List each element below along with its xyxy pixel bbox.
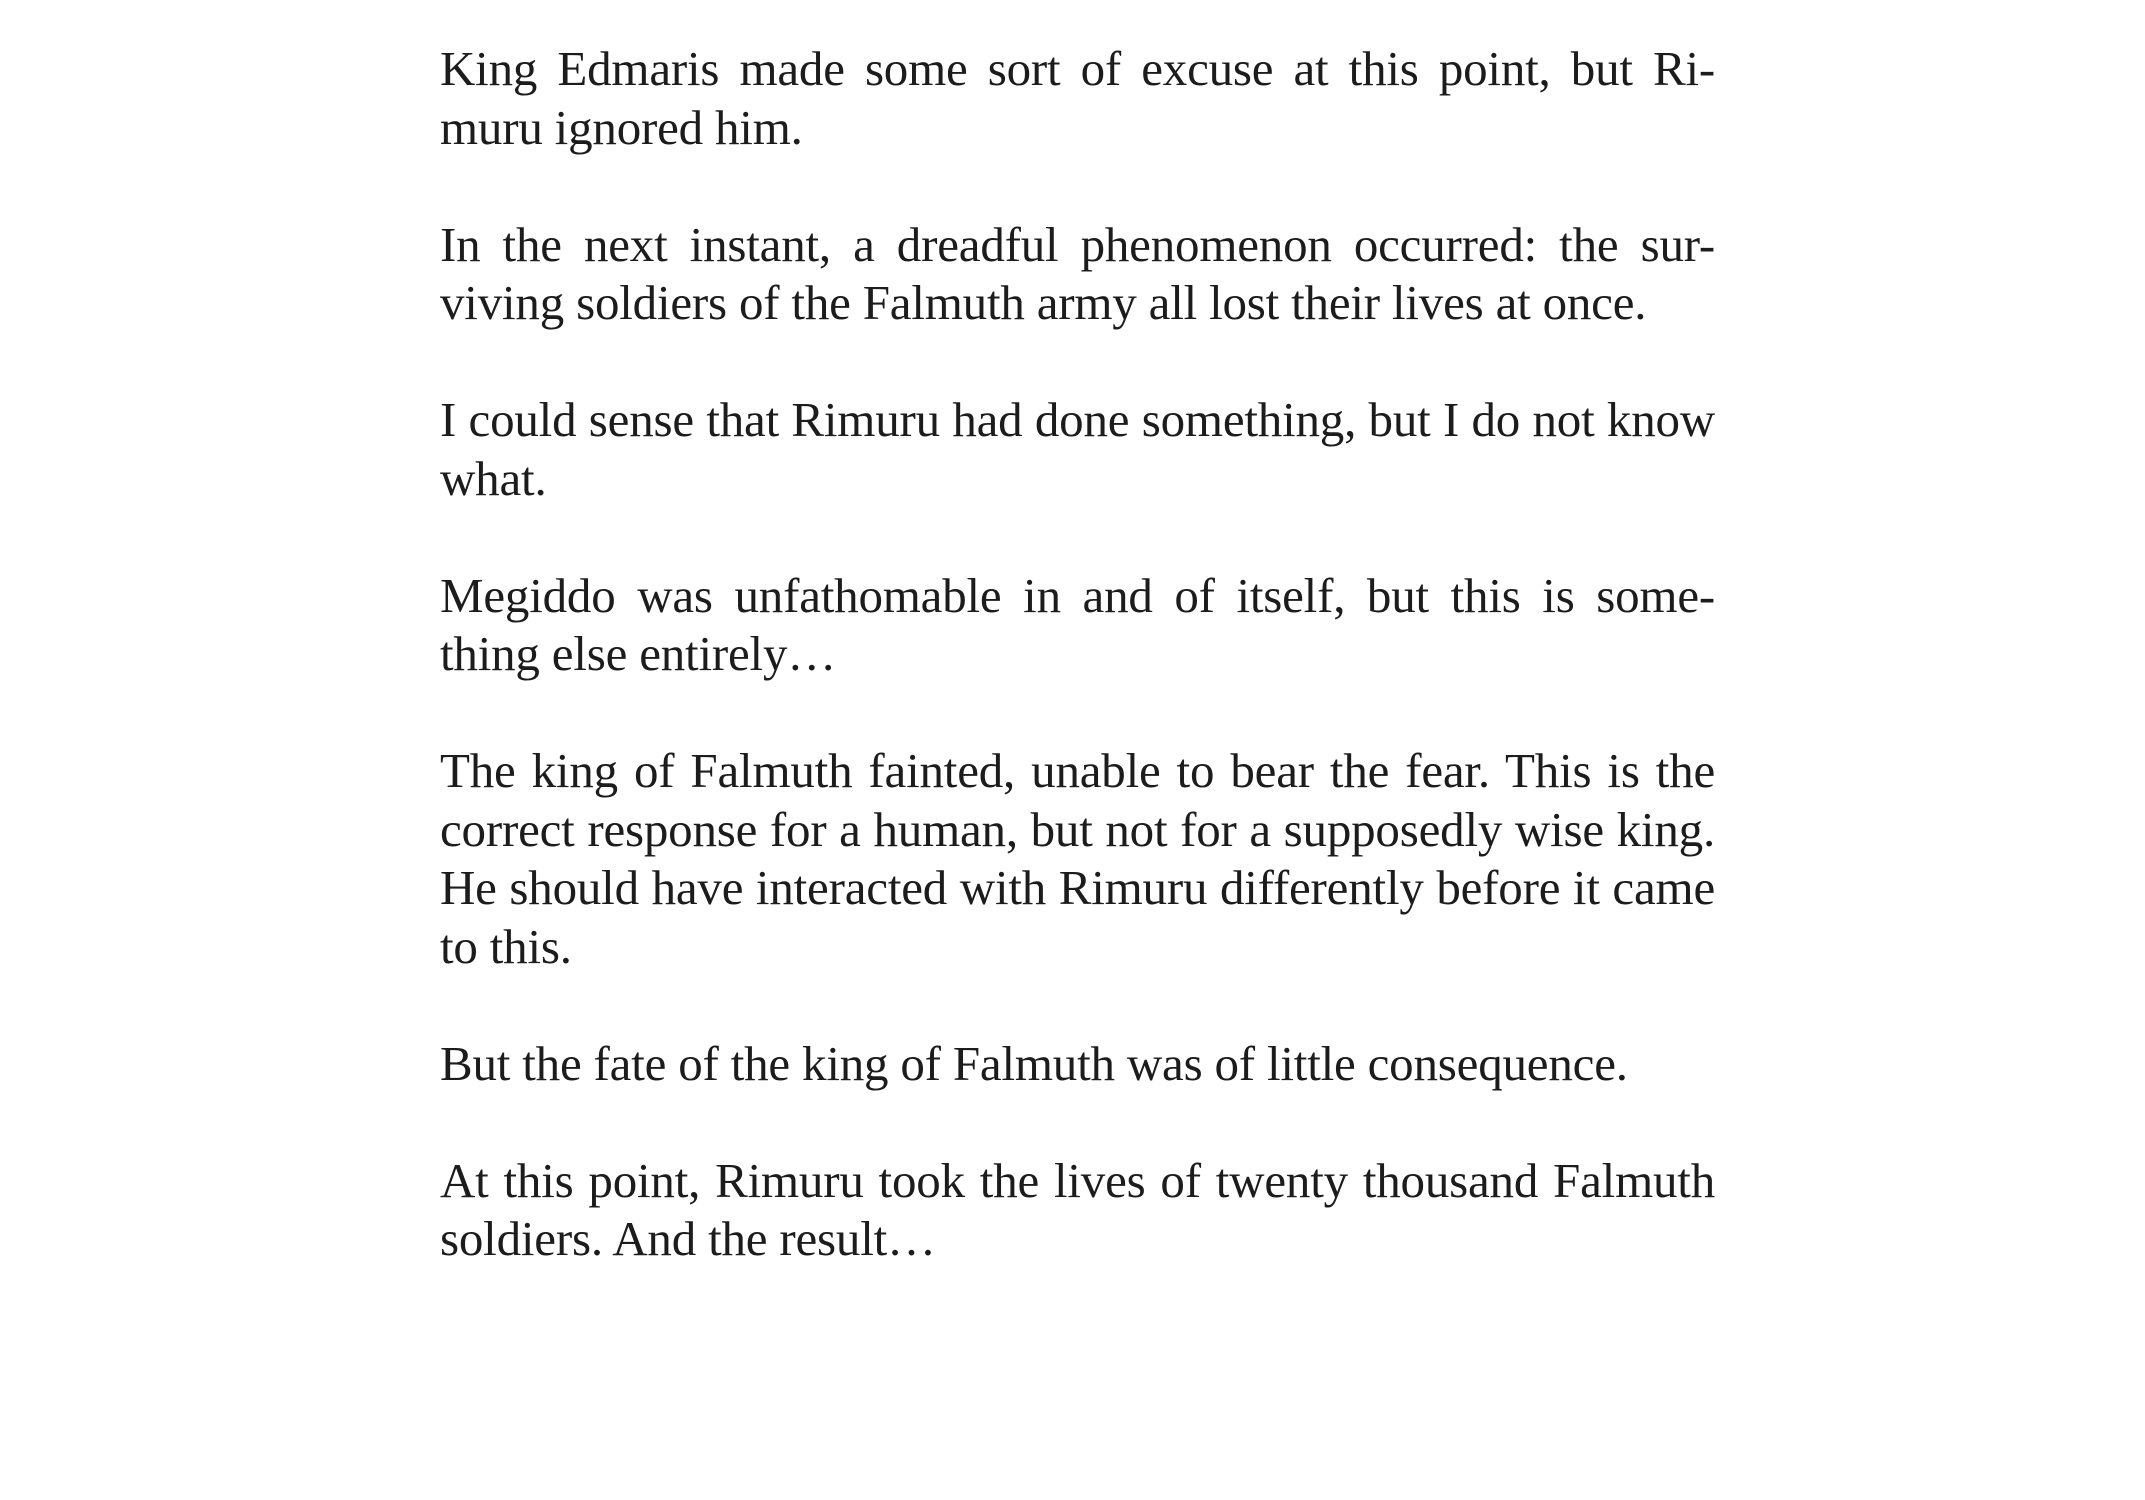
paragraph: At this point, Rimuru took the lives of twenty thousand Falmuth soldiers. And the result… (440, 1152, 1715, 1266)
paragraph: Megiddo was unfathomable in and of itself, but this is some- thing else entirely… (440, 567, 1715, 681)
paragraph: But the fate of the king of Falmuth was of little consequence. (440, 1035, 1628, 1091)
paragraph: In the next instant, a dreadful phenomenon occurred: the sur- viving soldiers of the Falmuth army all lost their lives at once. (440, 216, 1715, 330)
document-page (440, 40, 1715, 1327)
paragraph: I could sense that Rimuru had done something, but I do not know what. (440, 392, 1715, 506)
paragraph: King Edmaris made some sort of excuse at this point, but Ri- muru ignored him. (440, 41, 1715, 155)
paragraph: The king of Falmuth fainted, unable to bear the fear. This is the correct response for a human, but not for a supposedly wise king. He should have interacted with Rimuru differently before it came to this. (440, 743, 1715, 974)
